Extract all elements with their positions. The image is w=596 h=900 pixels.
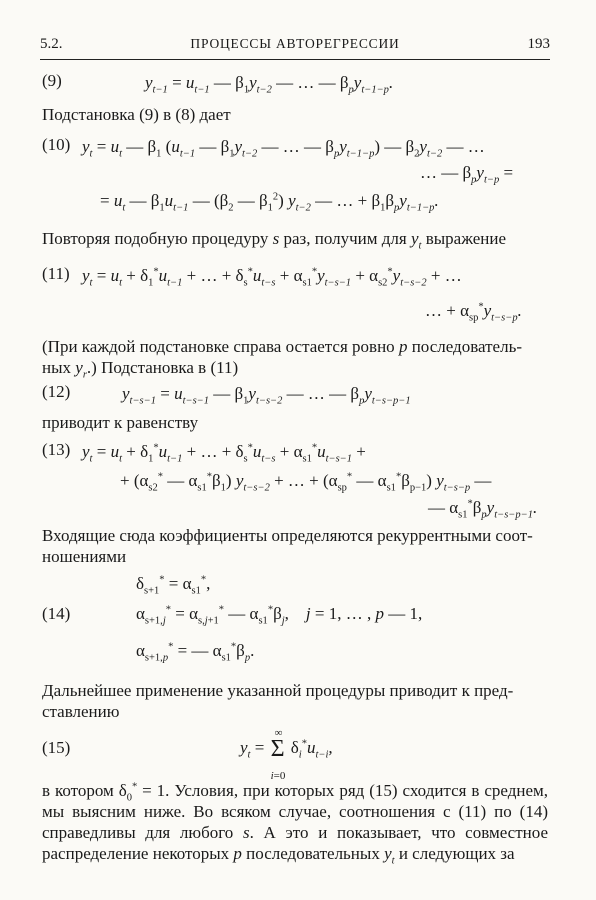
eq9: $y_{t-1} = u_{t-1}$ — $\beta_1y_{t-2}$ — … — $\beta_py_{t-1-p}$.: [145, 73, 394, 96]
eq14-label: (14): [42, 604, 71, 623]
page-number: 193: [527, 36, 550, 52]
eq14-line2: $\alpha_{s+1,j}^* = \alpha_{s,j+1}^*$ — $\alpha_{s1}^*\beta_j$, j = 1, … , p — 1,: [136, 604, 423, 627]
eq13-line2: + ($\alpha_{s2}^*$ — $\alpha_{s1}^*\beta_1$) $y_{t-s-2}$ + … + ($\alpha_{sp}^*$ — $\alpha_{s1}^*\beta_{p-1}$) $y_{t-s-p}$ —: [120, 471, 492, 494]
eq13-line3: — $\alpha_{s1}^*\beta_py_{t-s-p-1}$.: [428, 498, 538, 521]
eq11-line1: $y_t = u_t + \delta_1^*u_{t-1}$ + … + $\delta_s^*u_{t-s} + \alpha_{s1}^*y_{t-s-1} + \alpha_{s2}^*y_{t-s-2}$ + …: [82, 266, 462, 289]
eq14-line3: $\alpha_{s+1,p}^*$ = — $\alpha_{s1}^*\beta_p$.: [136, 641, 255, 664]
eq12: $y_{t-s-1} = u_{t-s-1}$ — $\beta_1y_{t-s-2}$ — … — $\beta_py_{t-s-p-1}$: [122, 384, 411, 407]
eq13-label: (13): [42, 440, 71, 459]
paragraph-substitution: Подстановка (9) в (8) дает: [42, 105, 231, 124]
eq10-line1: $y_t = u_t$ — $\beta_1$ ($u_{t-1}$ — $\beta_1y_{t-2}$ — … — $\beta_py_{t-1-p}$) — $\beta_2y_{t-2}$ — …: [82, 137, 485, 160]
eq10-line3: = $u_t$ — $\beta_1u_{t-1}$ — ($\beta_2$ — $\beta_1^2$) $y_{t-2}$ — … + $\beta_1\beta_py_{t-1-p}$.: [100, 191, 439, 214]
eq10-line2: … — $\beta_py_{t-p}$ =: [420, 163, 514, 186]
paragraph-note: (При каждой подстановке справа остается ровно p последователь- ных $y_r$.) Подстановка в (11): [42, 337, 522, 381]
header-rule: [40, 59, 550, 60]
paragraph-repeat: Повторяя подобную процедуру s раз, получим для $y_t$ выражение: [42, 229, 507, 252]
paragraph-representation: Дальнейшее применение указанной процедуры приводит к пред- ставлению: [42, 681, 514, 721]
eq9-label: (9): [42, 71, 62, 90]
running-header: [40, 36, 550, 56]
eq15-label: (15): [42, 738, 71, 757]
eq15: $y_t = \Sigma$ ∞ i=0 $\delta_i^*u_{t-i}$,: [240, 727, 333, 782]
eq11-label: (11): [42, 264, 70, 283]
paragraph-conclusion: в котором $\delta_0^* = 1$. Условия, при которых ряд (15) сходится в среднем, мы выясним ниже. Во всяком случае, соотношения с (11) по (14) справедливы для любого s. А это и показывает, что совместное распределение некоторых p последовательных $y_t$ и следующих за: [42, 781, 548, 867]
eq13-line1: $y_t = u_t + \delta_1^*u_{t-1}$ + … + $\delta_s^*u_{t-s} + \alpha_{s1}^*u_{t-s-1}$ +: [82, 442, 366, 465]
paragraph-leads-to: приводит к равенству: [42, 413, 199, 432]
section-number: 5.2.: [40, 36, 63, 52]
chapter-title: ПРОЦЕССЫ АВТОРЕГРЕССИИ: [190, 36, 400, 51]
eq11-line2: … + $\alpha_{sp}^*y_{t-s-p}$.: [425, 301, 522, 324]
eq14-line1: $\delta_{s+1}^* = \alpha_{s1}^*$,: [136, 574, 211, 597]
eq10-label: (10): [42, 135, 71, 154]
eq12-label: (12): [42, 382, 71, 401]
paragraph-coefficients: Входящие сюда коэффициенты определяются рекуррентными соот- ношениями: [42, 526, 533, 566]
